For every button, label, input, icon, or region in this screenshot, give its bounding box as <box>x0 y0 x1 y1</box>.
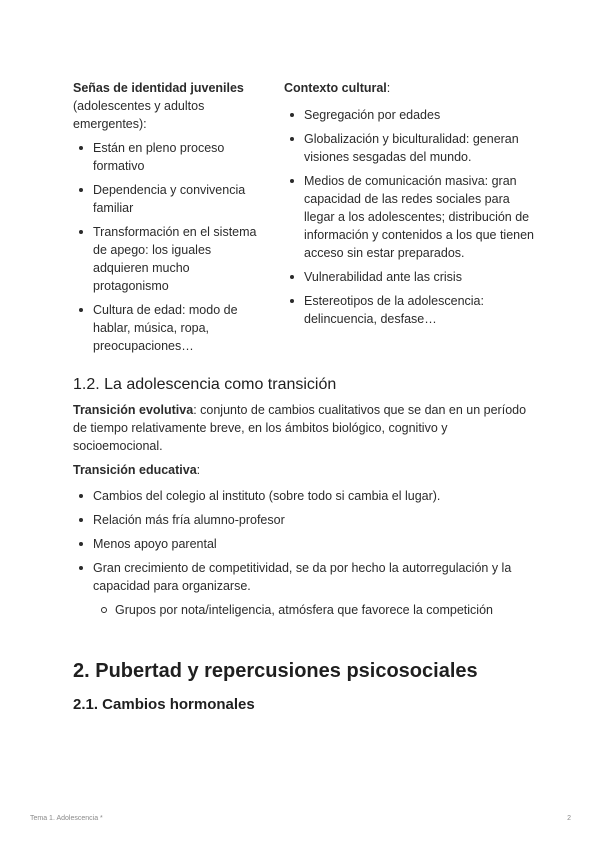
list-item: Segregación por edades <box>284 106 536 124</box>
transicion-evolutiva-paragraph <box>73 401 533 455</box>
transicion-evolutiva-text: : conjunto de cambios cualitativos que se dan en un período de tiempo relativamente breve, en los ámbitos biológico, cognitivo y socioemocional. <box>73 403 527 453</box>
section-2-heading: 2. Pubertad y repercusiones psicosociales <box>73 660 478 682</box>
right-column-title-line <box>284 79 536 97</box>
list-item: Cambios del colegio al instituto (sobre todo si cambia el lugar). <box>73 487 533 505</box>
transicion-educativa-label: Transición educativa <box>73 463 197 477</box>
transicion-educativa-list <box>73 487 533 619</box>
section-1-2-body <box>73 401 533 619</box>
list-item: Menos apoyo parental <box>73 535 533 553</box>
right-column-list <box>284 106 536 328</box>
nested-list-item: Grupos por nota/inteligencia, atmósfera que favorece la competición <box>93 601 533 619</box>
right-column <box>284 79 536 328</box>
transicion-educativa-suffix: : <box>196 463 201 477</box>
right-column-title-suffix: : <box>386 81 391 95</box>
left-column <box>73 79 285 355</box>
list-item <box>73 559 533 619</box>
footer-title: Tema 1. Adolescencia * <box>30 815 103 822</box>
nested-list <box>93 601 533 619</box>
section-2-1-heading: 2.1. Cambios hormonales <box>73 696 255 713</box>
left-column-subtitle: (adolescentes y adultos emergentes): <box>73 99 205 131</box>
right-column-title: Contexto cultural <box>284 81 387 95</box>
list-item: Medios de comunicación masiva: gran capacidad de las redes sociales para llegar a los adolescentes; distribución de información y contenidos a los que tienen acceso sin estar preparados. <box>284 172 536 262</box>
list-item: Estereotipos de la adolescencia: delincuencia, desfase… <box>284 292 536 328</box>
list-item: Están en pleno proceso formativo <box>73 139 263 175</box>
left-column-title: Señas de identidad juveniles <box>73 81 244 95</box>
transicion-educativa-line <box>73 461 533 479</box>
list-item: Cultura de edad: modo de hablar, música, ropa, preocupaciones… <box>73 301 263 355</box>
section-1-2-heading: 1.2. La adolescencia como transición <box>73 376 337 393</box>
list-item: Dependencia y convivencia familiar <box>73 181 263 217</box>
two-column-section <box>73 79 533 355</box>
list-item: Transformación en el sistema de apego: los iguales adquieren mucho protagonismo <box>73 223 268 295</box>
list-item-text: Gran crecimiento de competitividad, se da por hecho la autorregulación y la capacidad para organizarse. <box>93 561 512 593</box>
transicion-evolutiva-label: Transición evolutiva <box>73 403 194 417</box>
list-item: Globalización y biculturalidad: generan visiones sesgadas del mundo. <box>284 130 536 166</box>
left-column-list <box>73 139 285 355</box>
list-item: Vulnerabilidad ante las crisis <box>284 268 536 286</box>
list-item: Relación más fría alumno-profesor <box>73 511 533 529</box>
page-number: 2 <box>567 815 571 822</box>
